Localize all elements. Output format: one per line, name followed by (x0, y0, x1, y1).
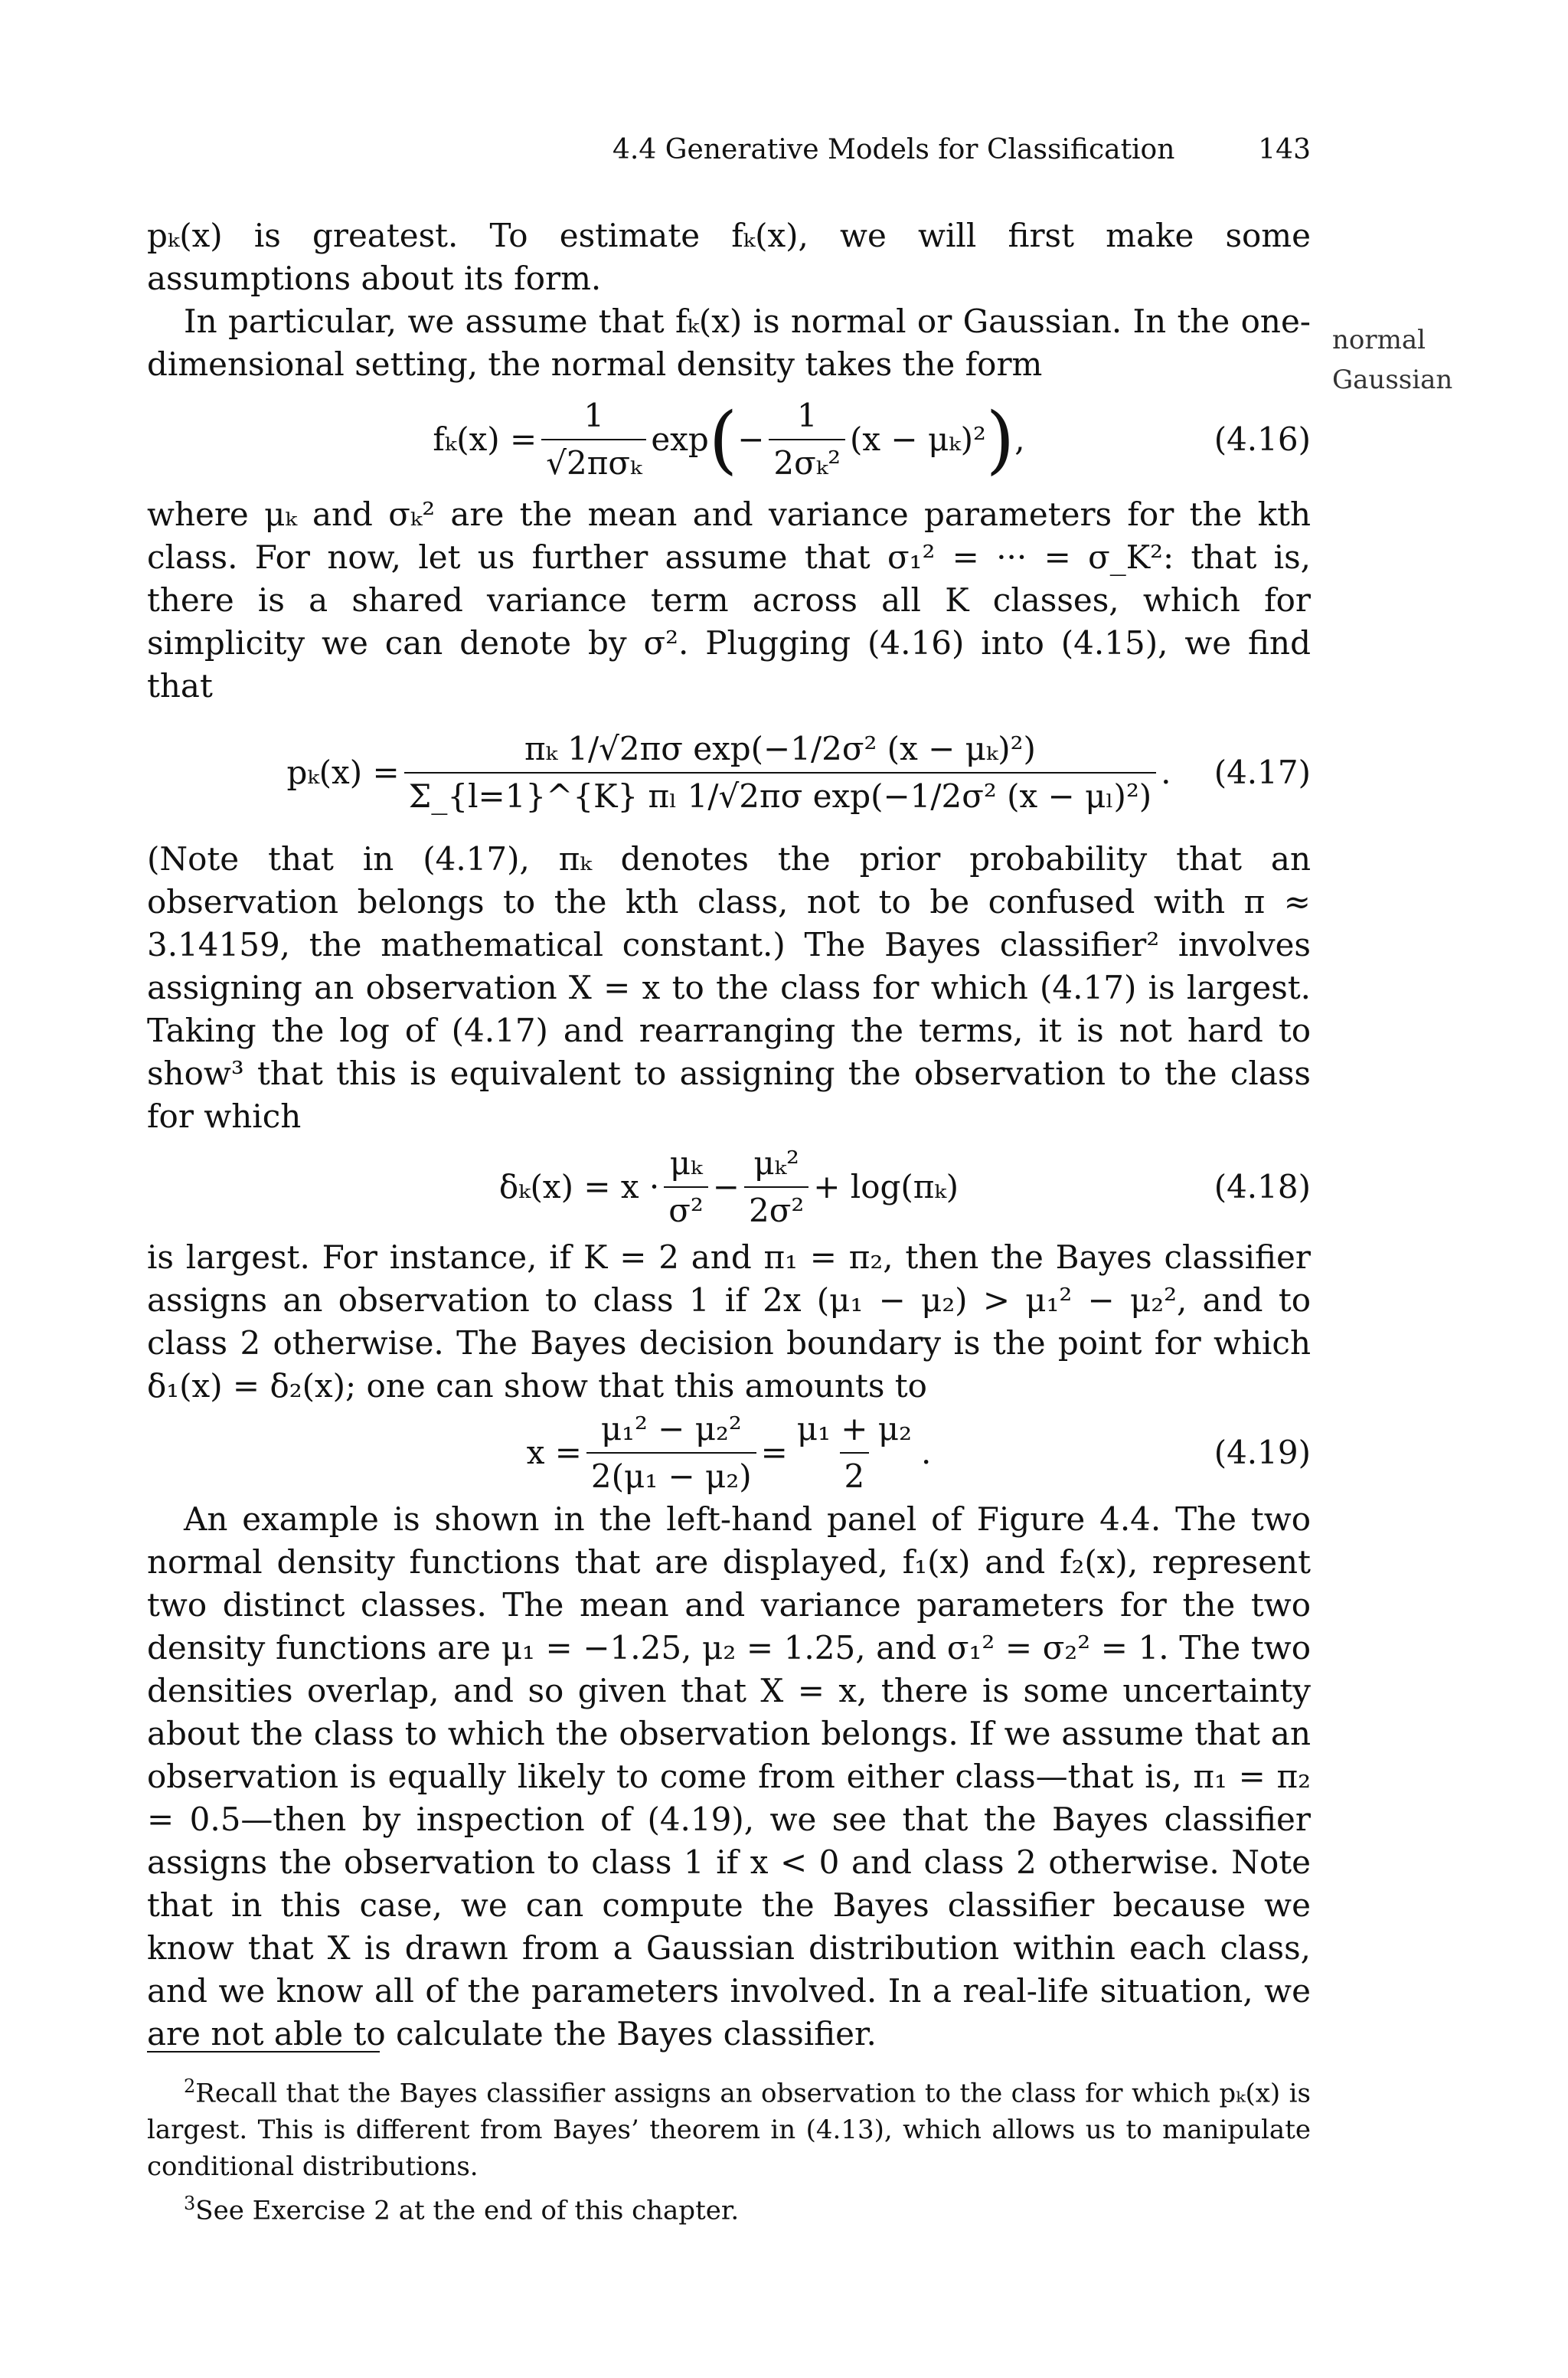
eq418-lhs: δₖ(x) = x · (498, 1168, 660, 1205)
eq418-minus: − (712, 1168, 740, 1205)
equation-4-19 (147, 1408, 1311, 1498)
main-text (147, 214, 1311, 2056)
eq417-fraction (404, 728, 1157, 818)
eq416-lhs: fₖ(x) = (433, 420, 537, 458)
footnote-2-mark: 2 (184, 2075, 196, 2097)
paragraph-1: pₖ(x) is greatest. To estimate fₖ(x), we will first make some assumptions about its form. (147, 217, 1311, 297)
eq416-left-paren: ( (708, 397, 738, 482)
eq418-f2-den: 2σ² (744, 1186, 808, 1232)
eq418-f1-num: μₖ (669, 1144, 703, 1182)
footnote-3-mark: 3 (184, 2193, 196, 2215)
eq416-inner-fraction (769, 394, 845, 485)
eq419-f2-den: 2 (840, 1452, 870, 1498)
eq416-inner-num: 1 (796, 397, 818, 434)
equation-4-17 (147, 708, 1311, 838)
eq419-fraction-1 (586, 1408, 756, 1498)
footnote-3 (147, 2185, 1311, 2229)
eq419-tail: . (920, 1434, 932, 1471)
eq417-tail: . (1161, 754, 1171, 791)
footnote-rule (147, 2051, 380, 2053)
margin-note-gaussian: Gaussian (1332, 365, 1453, 395)
paragraph-3: where μₖ and σₖ² are the mean and variance parameters for the kth class. For now, let us further assume that σ₁² = ··· = σ_K²: that is, there is a shared variance term across all K classes, which for simplicity we can denote by σ². Plugging (4.16) into (4.15), we find that (147, 496, 1311, 705)
eq418-number: (4.18) (1214, 1168, 1311, 1205)
paragraph-6: An example is shown in the left-hand panel of Figure 4.4. The two normal density functions that are displayed, f₁(x) and f₂(x), represent two distinct classes. The mean and variance parameters for the two density functions are μ₁ = −1.25, μ₂ = 1.25, and σ₁² = σ₂² = 1. The two densities overlap, and so given that X = x, there is some uncertainty about the class to which the observation belongs. If we assume that an observation is equally likely to come from either class—that is, π₁ = π₂ = 0.5—then by inspection of (4.19), we see that the Bayes classifier assigns the observation to class 1 if x < 0 and class 2 otherwise. Note that in this case, we can compute the Bayes classifier because we know that X is drawn from a Gaussian distribution within each class, and we know all of the parameters involved. In a real-life situation, we are not able to calculate the Bayes classifier. (147, 1500, 1311, 2053)
eq417-lhs: pₖ(x) = (286, 754, 400, 791)
paragraph-2: In particular, we assume that fₖ(x) is normal or Gaussian. In the one-dimensional setting, the normal density takes the form (147, 303, 1311, 383)
eq416-norm-fraction (541, 394, 646, 485)
eq418-f1-den: σ² (664, 1186, 708, 1232)
margin-note-normal: normal (1332, 325, 1426, 355)
eq417-number: (4.17) (1214, 754, 1311, 791)
eq419-f1-num: μ₁² − μ₂² (600, 1410, 742, 1447)
eq416-tail: , (1014, 420, 1025, 458)
footnote-3-text: See Exercise 2 at the end of this chapter. (195, 2195, 740, 2226)
eq419-eq: = (760, 1434, 788, 1471)
eq416-norm-den: √2πσₖ (541, 439, 646, 485)
eq416-norm-num: 1 (583, 397, 605, 434)
eq419-f2-num: μ₁ + μ₂ (796, 1410, 912, 1447)
equation-4-16 (147, 386, 1311, 493)
eq416-number: (4.16) (1214, 420, 1311, 458)
running-title: 4.4 Generative Models for Classification (612, 134, 1175, 165)
eq416-minus: − (737, 420, 765, 458)
eq418-f2-num: μₖ² (753, 1144, 799, 1182)
eq418-fraction-2 (744, 1142, 808, 1232)
footnote-2 (147, 2068, 1311, 2185)
eq419-fraction-2 (792, 1408, 916, 1498)
eq417-denominator: Σ_{l=1}^{K} πₗ 1/√2πσ exp(−1/2σ² (x − μₗ)²) (404, 772, 1157, 818)
eq416-inner-den: 2σₖ² (769, 439, 845, 485)
running-header (612, 127, 1311, 173)
page-number: 143 (1258, 134, 1311, 165)
footnote-2-text: Recall that the Bayes classifier assigns an observation to the class for which pₖ(x) is largest. This is different from Bayes’ theorem in (4.13), which allows us to manipulate conditional distributions. (147, 2078, 1311, 2183)
paragraph-4: (Note that in (4.17), πₖ denotes the prior probability that an observation belongs to the kth class, not to be confused with π ≈ 3.14159, the mathematical constant.) The Bayes classifier² involves assigning an observation X = x to the class for which (4.17) is largest. Taking the log of (4.17) and rearranging the terms, it is not hard to show³ that this is equivalent to assigning the observation to the class for which (147, 840, 1311, 1135)
eq416-right-paren: ) (985, 397, 1015, 482)
eq419-lhs: x = (526, 1434, 582, 1471)
eq416-inner-rest: (x − μₖ)² (849, 420, 986, 458)
eq419-number: (4.19) (1214, 1434, 1311, 1471)
paragraph-5: is largest. For instance, if K = 2 and π₁ = π₂, then the Bayes classifier assigns an observation to class 1 if 2x (μ₁ − μ₂) > μ₁² − μ₂², and to class 2 otherwise. The Bayes decision boundary is the point for which δ₁(x) = δ₂(x); one can show that this amounts to (147, 1238, 1311, 1405)
footnotes (147, 2068, 1311, 2229)
eq416-exp: exp (651, 420, 709, 458)
eq419-f1-den: 2(μ₁ − μ₂) (586, 1452, 756, 1498)
eq417-numerator: πₖ 1/√2πσ exp(−1/2σ² (x − μₖ)²) (524, 730, 1036, 767)
eq418-tail: + log(πₖ) (813, 1168, 959, 1205)
equation-4-18 (147, 1138, 1311, 1236)
eq418-fraction-1 (664, 1142, 708, 1232)
